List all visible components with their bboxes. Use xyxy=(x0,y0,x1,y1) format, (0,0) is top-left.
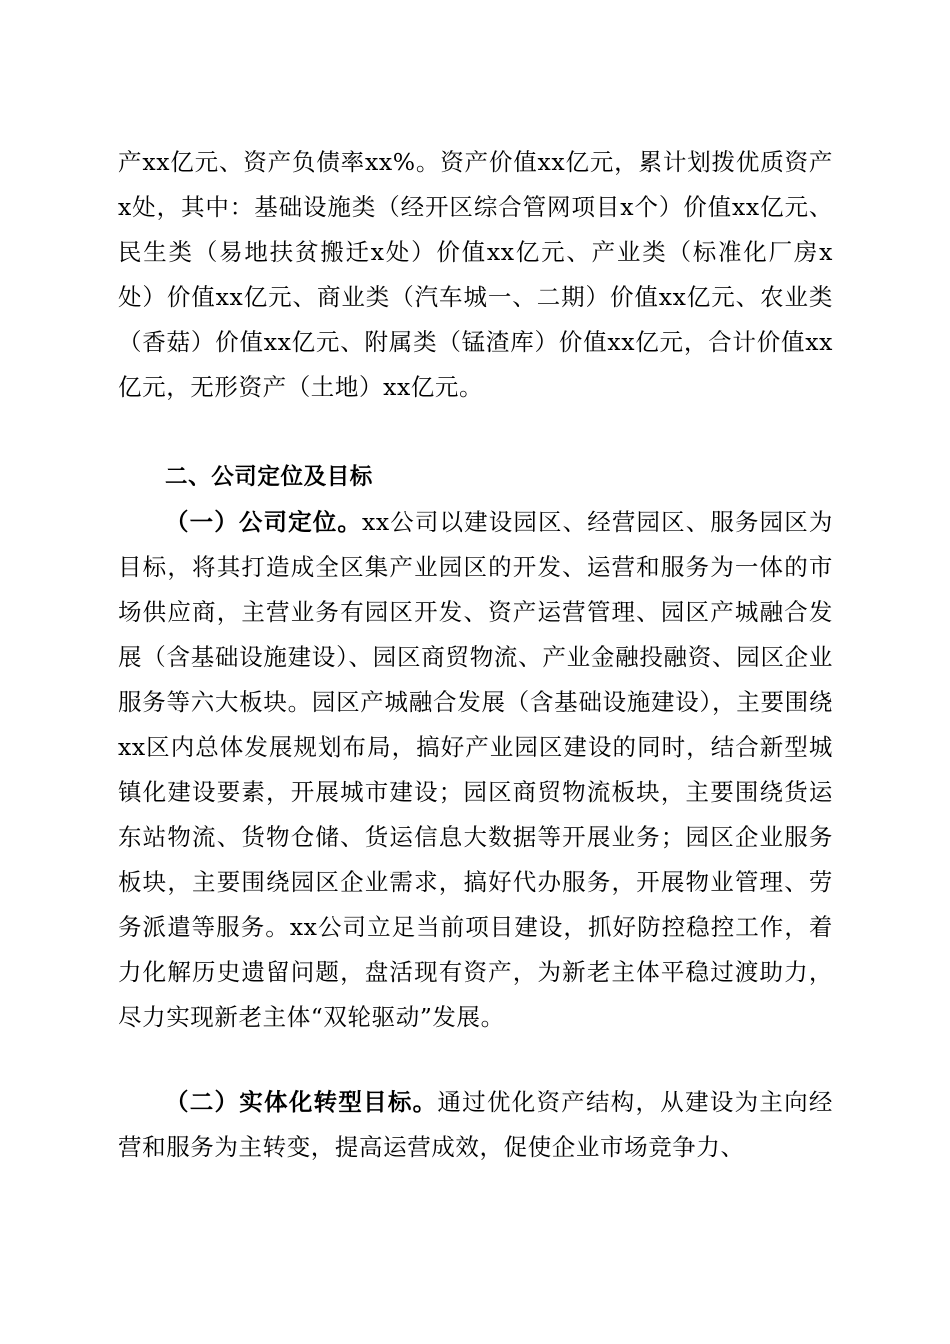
paragraph-continued: 产xx亿元、资产负债率xx%。资产价值xx亿元，累计划拨优质资产x处，其中：基础设施类（经开区综合管网项目x个）价值xx亿元、民生类（易地扶贫搬迁x处）价值xx亿元、产业类（标准化厂房x处）价值xx亿元、商业类（汽车城一、二期）价值xx亿元、农业类（香菇）价值xx亿元、附属类（锰渣库）价值xx亿元，合计价值xx亿元，无形资产（土地）xx亿元。 xyxy=(118,148,833,401)
subsection-transformation-title: （二）实体化转型目标。 xyxy=(165,1088,438,1116)
subsection-positioning xyxy=(118,500,833,1040)
section-block xyxy=(118,455,833,1040)
subsection-positioning-body: xx公司以建设园区、经营园区、服务园区为目标，将其打造成全区集产业园区的开发、运营和服务为一体的市场供应商，主营业务有园区开发、资产运营管理、园区产城融合发展（含基础设施建设）、园区商贸物流、产业金融投融资、园区企业服务等六大板块。园区产城融合发展（含基础设施建设），主要围绕xx区内总体发展规划布局，搞好产业园区建设的同时，结合新型城镇化建设要素，开展城市建设；园区商贸物流板块，主要围绕货运东站物流、货物仓储、货运信息大数据等开展业务；园区企业服务板块，主要围绕园区企业需求，搞好代办服务，开展物业管理、劳务派遣等服务。xx公司立足当前项目建设，抓好防控稳控工作，着力化解历史遗留问题，盘活现有资产，为新老主体平稳过渡助力，尽力实现新老主体“双轮驱动”发展。 xyxy=(118,508,833,1031)
subsection-transformation xyxy=(118,1080,833,1170)
body-text-block xyxy=(118,140,833,410)
subsection-positioning-title: （一）公司定位。 xyxy=(165,508,363,536)
subsection-transformation-body: 通过优化资产结构，从建设为主向经营和服务为主转变，提高运营成效，促使企业市场竞争力、 xyxy=(118,1088,833,1161)
section-block-2 xyxy=(118,1080,833,1170)
section-heading: 二、公司定位及目标 xyxy=(165,464,373,490)
